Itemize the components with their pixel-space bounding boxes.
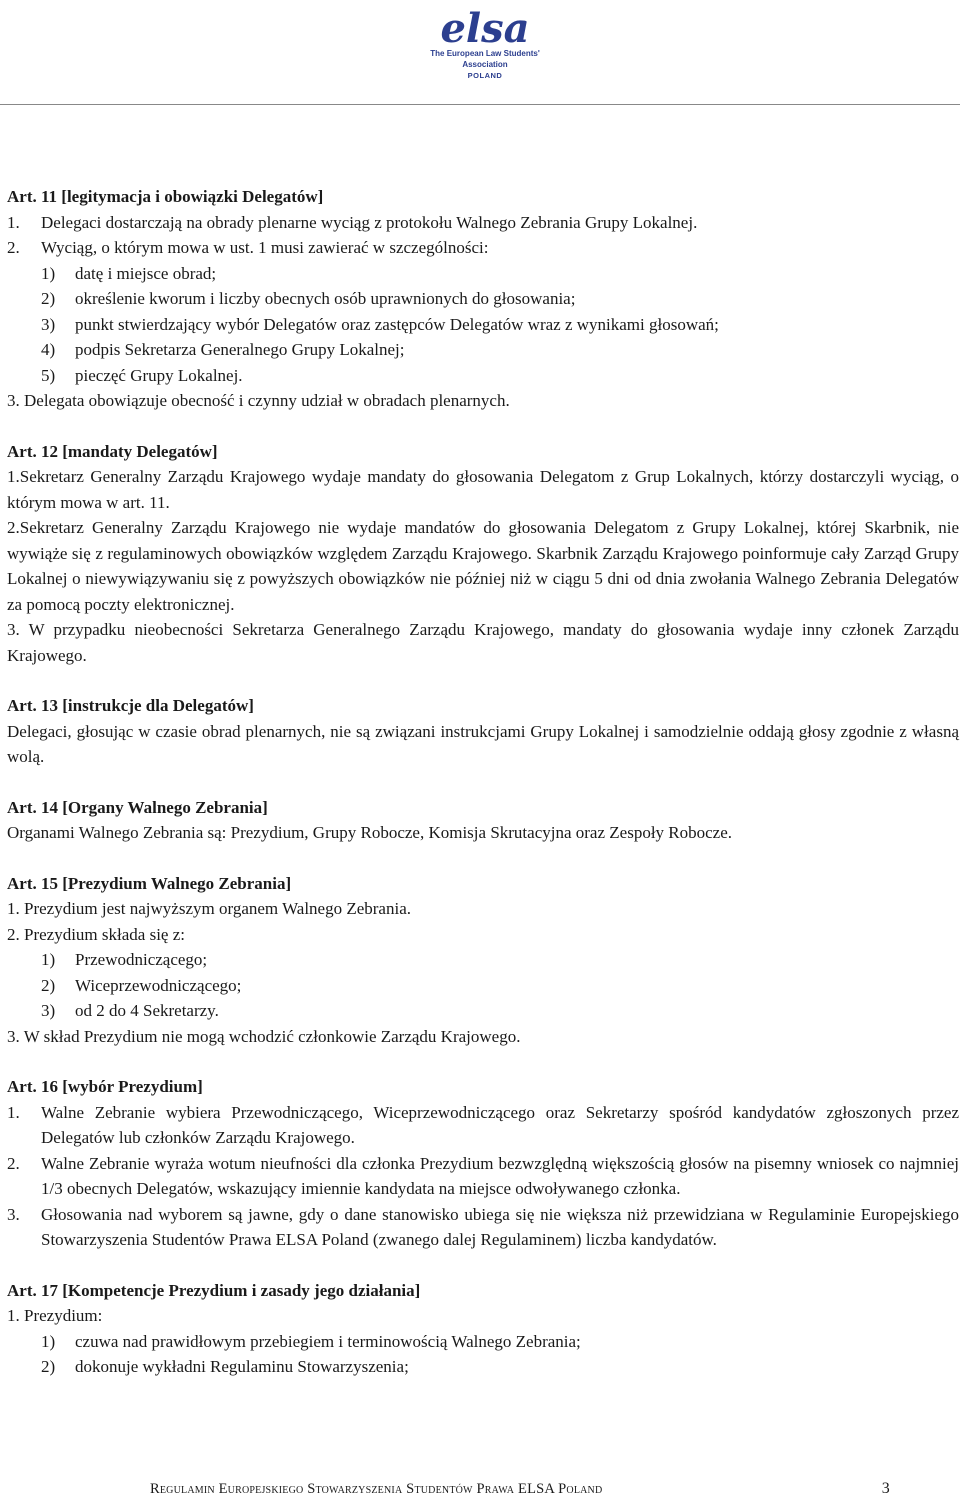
paragraph-text: Delegaci, głosując w czasie obrad plenarnych, nie są związani instrukcjami Grupy Lokalnej i samodzielnie oddają głosy zgodnie z własną wolą. xyxy=(7,721,959,766)
item-text: punkt stwierdzający wybór Delegatów oraz zastępców Delegatów wraz z wynikami głosowań; xyxy=(75,314,719,334)
item-text: datę i miejsce obrad; xyxy=(75,263,217,283)
item-number: 1) xyxy=(41,950,56,969)
item-number: 3) xyxy=(41,1001,56,1020)
paragraph-text: 1. Prezydium: xyxy=(7,1306,103,1325)
item-number: 2) xyxy=(41,975,56,995)
article-17 xyxy=(7,1278,959,1380)
list-item xyxy=(7,1354,959,1380)
list-item xyxy=(7,286,959,312)
article-13 xyxy=(7,693,959,770)
paragraph-number: 3. xyxy=(7,1204,20,1224)
item-text: czuwa nad prawidłowym przebiegiem i terminowością Walnego Zebrania; xyxy=(75,1331,581,1351)
article-title: Art. 17 [Kompetencje Prezydium i zasady jego działania] xyxy=(7,1280,421,1300)
item-text: pieczęć Grupy Lokalnej. xyxy=(75,365,243,385)
article-title: Art. 16 [wybór Prezydium] xyxy=(7,1077,203,1096)
paragraph-text: Walne Zebranie wyraża wotum nieufności dla członka Prezydium bezwzględną większością głosów na pisemny wniosek co najmniej 1/3 obecnych Delegatów, wskazujący imiennie kandydata na miejsce odwoływanego członka. xyxy=(41,1153,959,1198)
elsa-logo xyxy=(415,6,555,82)
list-item xyxy=(7,1329,959,1355)
paragraph xyxy=(7,1151,959,1202)
list-item xyxy=(7,337,959,363)
article-15 xyxy=(7,871,959,1050)
page-footer xyxy=(150,1478,890,1500)
document-body xyxy=(7,184,959,1405)
article-16 xyxy=(7,1074,959,1253)
page-header xyxy=(0,0,960,112)
paragraph-text: 3. W przypadku nieobecności Sekretarza Generalnego Zarządu Krajowego, mandaty do głosowania wydaje inny członek Zarządu Krajowego. xyxy=(7,620,959,665)
logo-country: POLAND xyxy=(467,71,503,80)
item-text: Wiceprzewodniczącego; xyxy=(75,975,242,995)
list-item xyxy=(7,973,959,999)
paragraph-text: Wyciąg, o którym mowa w ust. 1 musi zawierać w szczególności: xyxy=(41,238,489,257)
article-title: Art. 12 [mandaty Delegatów] xyxy=(7,441,218,461)
item-text: od 2 do 4 Sekretarzy. xyxy=(75,1001,219,1020)
item-text: określenie kworum i liczby obecnych osób uprawnionych do głosowania; xyxy=(75,289,576,308)
item-number: 5) xyxy=(41,365,56,385)
list-item xyxy=(7,998,959,1024)
logo-wordmark: elsa xyxy=(440,6,530,48)
paragraph-number: 1. xyxy=(7,1102,20,1122)
article-12 xyxy=(7,439,959,669)
item-text: podpis Sekretarza Generalnego Grupy Lokalnej; xyxy=(75,340,405,359)
logo-subtitle: The European Law Students' Association xyxy=(430,49,540,69)
article-title: Art. 14 [Organy Walnego Zebrania] xyxy=(7,797,268,817)
list-item xyxy=(7,312,959,338)
paragraph-text: Organami Walnego Zebrania są: Prezydium, Grupy Robocze, Komisja Skrutacyjna oraz Zespoły Robocze. xyxy=(7,823,733,842)
article-title: Art. 15 [Prezydium Walnego Zebrania] xyxy=(7,873,292,893)
paragraph-text: 1.Sekretarz Generalny Zarządu Krajowego wydaje mandaty do głosowania Delegatom z Grup Lokalnych, którzy dostarczyli wyciąg, o którym mowa w art. 11. xyxy=(7,467,959,512)
item-number: 2) xyxy=(41,289,56,308)
paragraph-text: 1. Prezydium jest najwyższym organem Walnego Zebrania. xyxy=(7,899,411,918)
paragraph-number: 2. xyxy=(7,238,20,257)
paragraph-text: Walne Zebranie wybiera Przewodniczącego, Wiceprzewodniczącego oraz Sekretarzy spośród kandydatów zgłoszonych przez Delegatów lub członków Zarządu Krajowego. xyxy=(41,1102,959,1147)
paragraph xyxy=(7,1100,959,1151)
list-item xyxy=(7,947,959,973)
article-title: Art. 13 [instrukcje dla Delegatów] xyxy=(7,696,254,715)
paragraph-number: 2. xyxy=(7,1153,20,1173)
paragraph-text: 2.Sekretarz Generalny Zarządu Krajowego nie wydaje mandatów do głosowania Delegatom z Grupy Lokalnej, której Skarbnik, nie wywiąże się z regulaminowych obowiązków względem Zarządu Krajowego. Skarbnik Zarządu Krajowego poinformuje cały Zarząd Grupy Lokalnej o niewywiązywaniu się z powyższych obowiązków nie później niż w ciągu 5 dni od dnia zwołania Walnego Zebrania Delegatów za pomocą poczty elektronicznej. xyxy=(7,518,959,614)
paragraph-text: 3. W skład Prezydium nie mogą wchodzić członkowie Zarządu Krajowego. xyxy=(7,1026,521,1046)
paragraph-text: 2. Prezydium składa się z: xyxy=(7,924,185,944)
paragraph-text: 3. Delegata obowiązuje obecność i czynny udział w obradach plenarnych. xyxy=(7,391,510,410)
item-number: 1) xyxy=(41,1331,56,1351)
elsa-logo-mark xyxy=(415,6,555,48)
paragraph-text: Głosowania nad wyborem są jawne, gdy o dane stanowisko ubiega się nie większa niż przewidziana w Regulaminie Europejskiego Stowarzyszenia Studentów Prawa ELSA Poland (zwanego dalej Regulaminem) liczba kandydatów. xyxy=(41,1204,959,1249)
paragraph xyxy=(7,1202,959,1253)
page-number: 3 xyxy=(881,1480,890,1497)
item-number: 3) xyxy=(41,314,56,334)
item-number: 4) xyxy=(41,340,56,359)
paragraph xyxy=(7,210,959,236)
footer-title: Regulamin Europejskiego Stowarzyszenia Studentów Prawa ELSA Poland xyxy=(150,1481,603,1497)
paragraph-number: 1. xyxy=(7,212,20,232)
paragraph-text: Delegaci dostarczają na obrady plenarne wyciąg z protokołu Walnego Zebrania Grupy Lokalnej. xyxy=(41,212,698,232)
article-14 xyxy=(7,795,959,846)
item-text: Przewodniczącego; xyxy=(75,950,208,969)
article-title: Art. 11 [legitymacja i obowiązki Delegatów] xyxy=(7,187,324,206)
item-number: 2) xyxy=(41,1357,56,1376)
article-11 xyxy=(7,184,959,414)
list-item xyxy=(7,363,959,389)
item-number: 1) xyxy=(41,263,56,283)
list-item xyxy=(7,261,959,287)
paragraph xyxy=(7,235,959,261)
header-divider xyxy=(0,104,960,105)
item-text: dokonuje wykładni Regulaminu Stowarzyszenia; xyxy=(75,1357,409,1376)
